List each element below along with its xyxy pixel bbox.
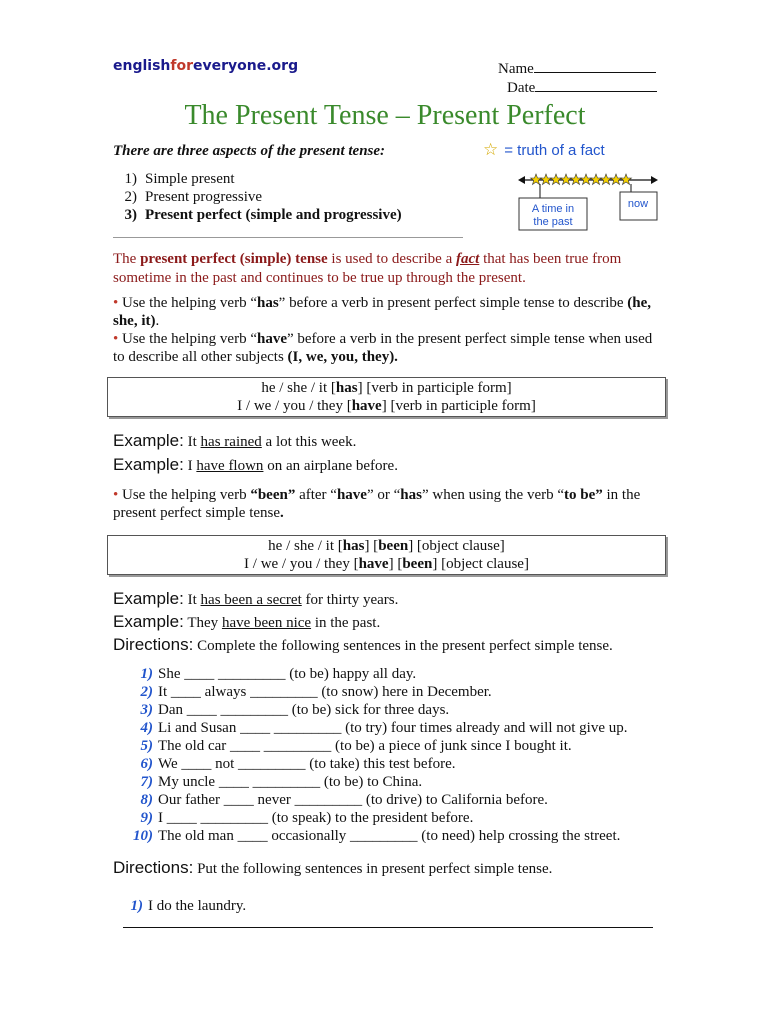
rule-have: • Use the helping verb “have” before a verb in the present perfect simple tense when used to describe all other subjects (I, we, you, they). [113,331,653,365]
list-item: 10) The old man ____ occasionally _________ (to need) help crossing the street. [133,828,621,844]
formula-box: he / she / it [has] [been] [object clause] I / we / you / they [have] [been] [object clause] [107,535,666,575]
answer-line[interactable] [123,927,653,928]
list-item: 8) Our father ____ never _________ (to drive) to California before. [140,792,548,808]
rule-has: • Use the helping verb “has” before a verb in present perfect simple tense to describe (he, she, it). [113,295,652,329]
past-label: the past [533,216,573,228]
list-item: 2) Present progressive [124,189,263,205]
part2-item: 1) I do the laundry. [130,898,247,914]
star-icon [531,174,632,185]
rule-been: • Use the helping verb “been” after “have” or “has” when using the verb “to be” in the present perfect simple tense. [113,487,641,521]
list-item: 1) Simple present [124,171,235,187]
past-label: A time in [531,203,575,215]
aspects-intro: There are three aspects of the present tense: [113,143,386,159]
legend: ☆ = truth of a fact [483,140,605,159]
page-title: The Present Tense – Present Perfect [184,100,586,131]
list-item: 2) It ____ always _________ (to snow) here in December. [140,684,492,700]
timeline-diagram [518,172,658,227]
divider [113,237,463,238]
list-item: 3) Present perfect (simple and progressive) [124,207,402,223]
directions: Directions: Complete the following sentences in the present perfect simple tense. [113,635,613,654]
list-item: 1) She ____ _________ (to be) happy all day. [140,666,417,682]
date-field[interactable]: Date [507,77,657,97]
example: Example: They have been nice in the past. [113,612,381,631]
exercise-list [133,665,628,845]
list-item: 9) I ____ _________ (to speak) to the president before. [140,810,474,826]
name-field[interactable]: Name [498,58,656,78]
star-icon: ☆ [483,140,499,159]
site-name: englishforeveryone.org [113,58,299,74]
definition: The present perfect (simple) tense is used to describe a fact that has been true from sometime in the past and continues to be true up through the present. [113,251,622,286]
example: Example: It has been a secret for thirty years. [113,589,399,608]
example: Example: It has rained a lot this week. [113,431,357,450]
list-item: 4) Li and Susan ____ _________ (to try) four times already and will not give up. [140,720,628,736]
now-label: now [627,198,649,210]
formula-box: he / she / it [has] [verb in participle form] I / we / you / they [have] [verb in participle form] [107,377,666,417]
list-item: 7) My uncle ____ _________ (to be) to China. [140,774,423,790]
list-item: 3) Dan ____ _________ (to be) sick for three days. [140,702,450,718]
aspects-list [113,170,402,224]
list-item: 5) The old car ____ _________ (to be) a piece of junk since I bought it. [140,738,572,754]
list-item: 6) We ____ not _________ (to take) this test before. [140,756,456,772]
directions: Directions: Put the following sentences in present perfect simple tense. [113,858,553,877]
example: Example: I have flown on an airplane before. [113,455,398,474]
timeline-svg [518,172,658,232]
